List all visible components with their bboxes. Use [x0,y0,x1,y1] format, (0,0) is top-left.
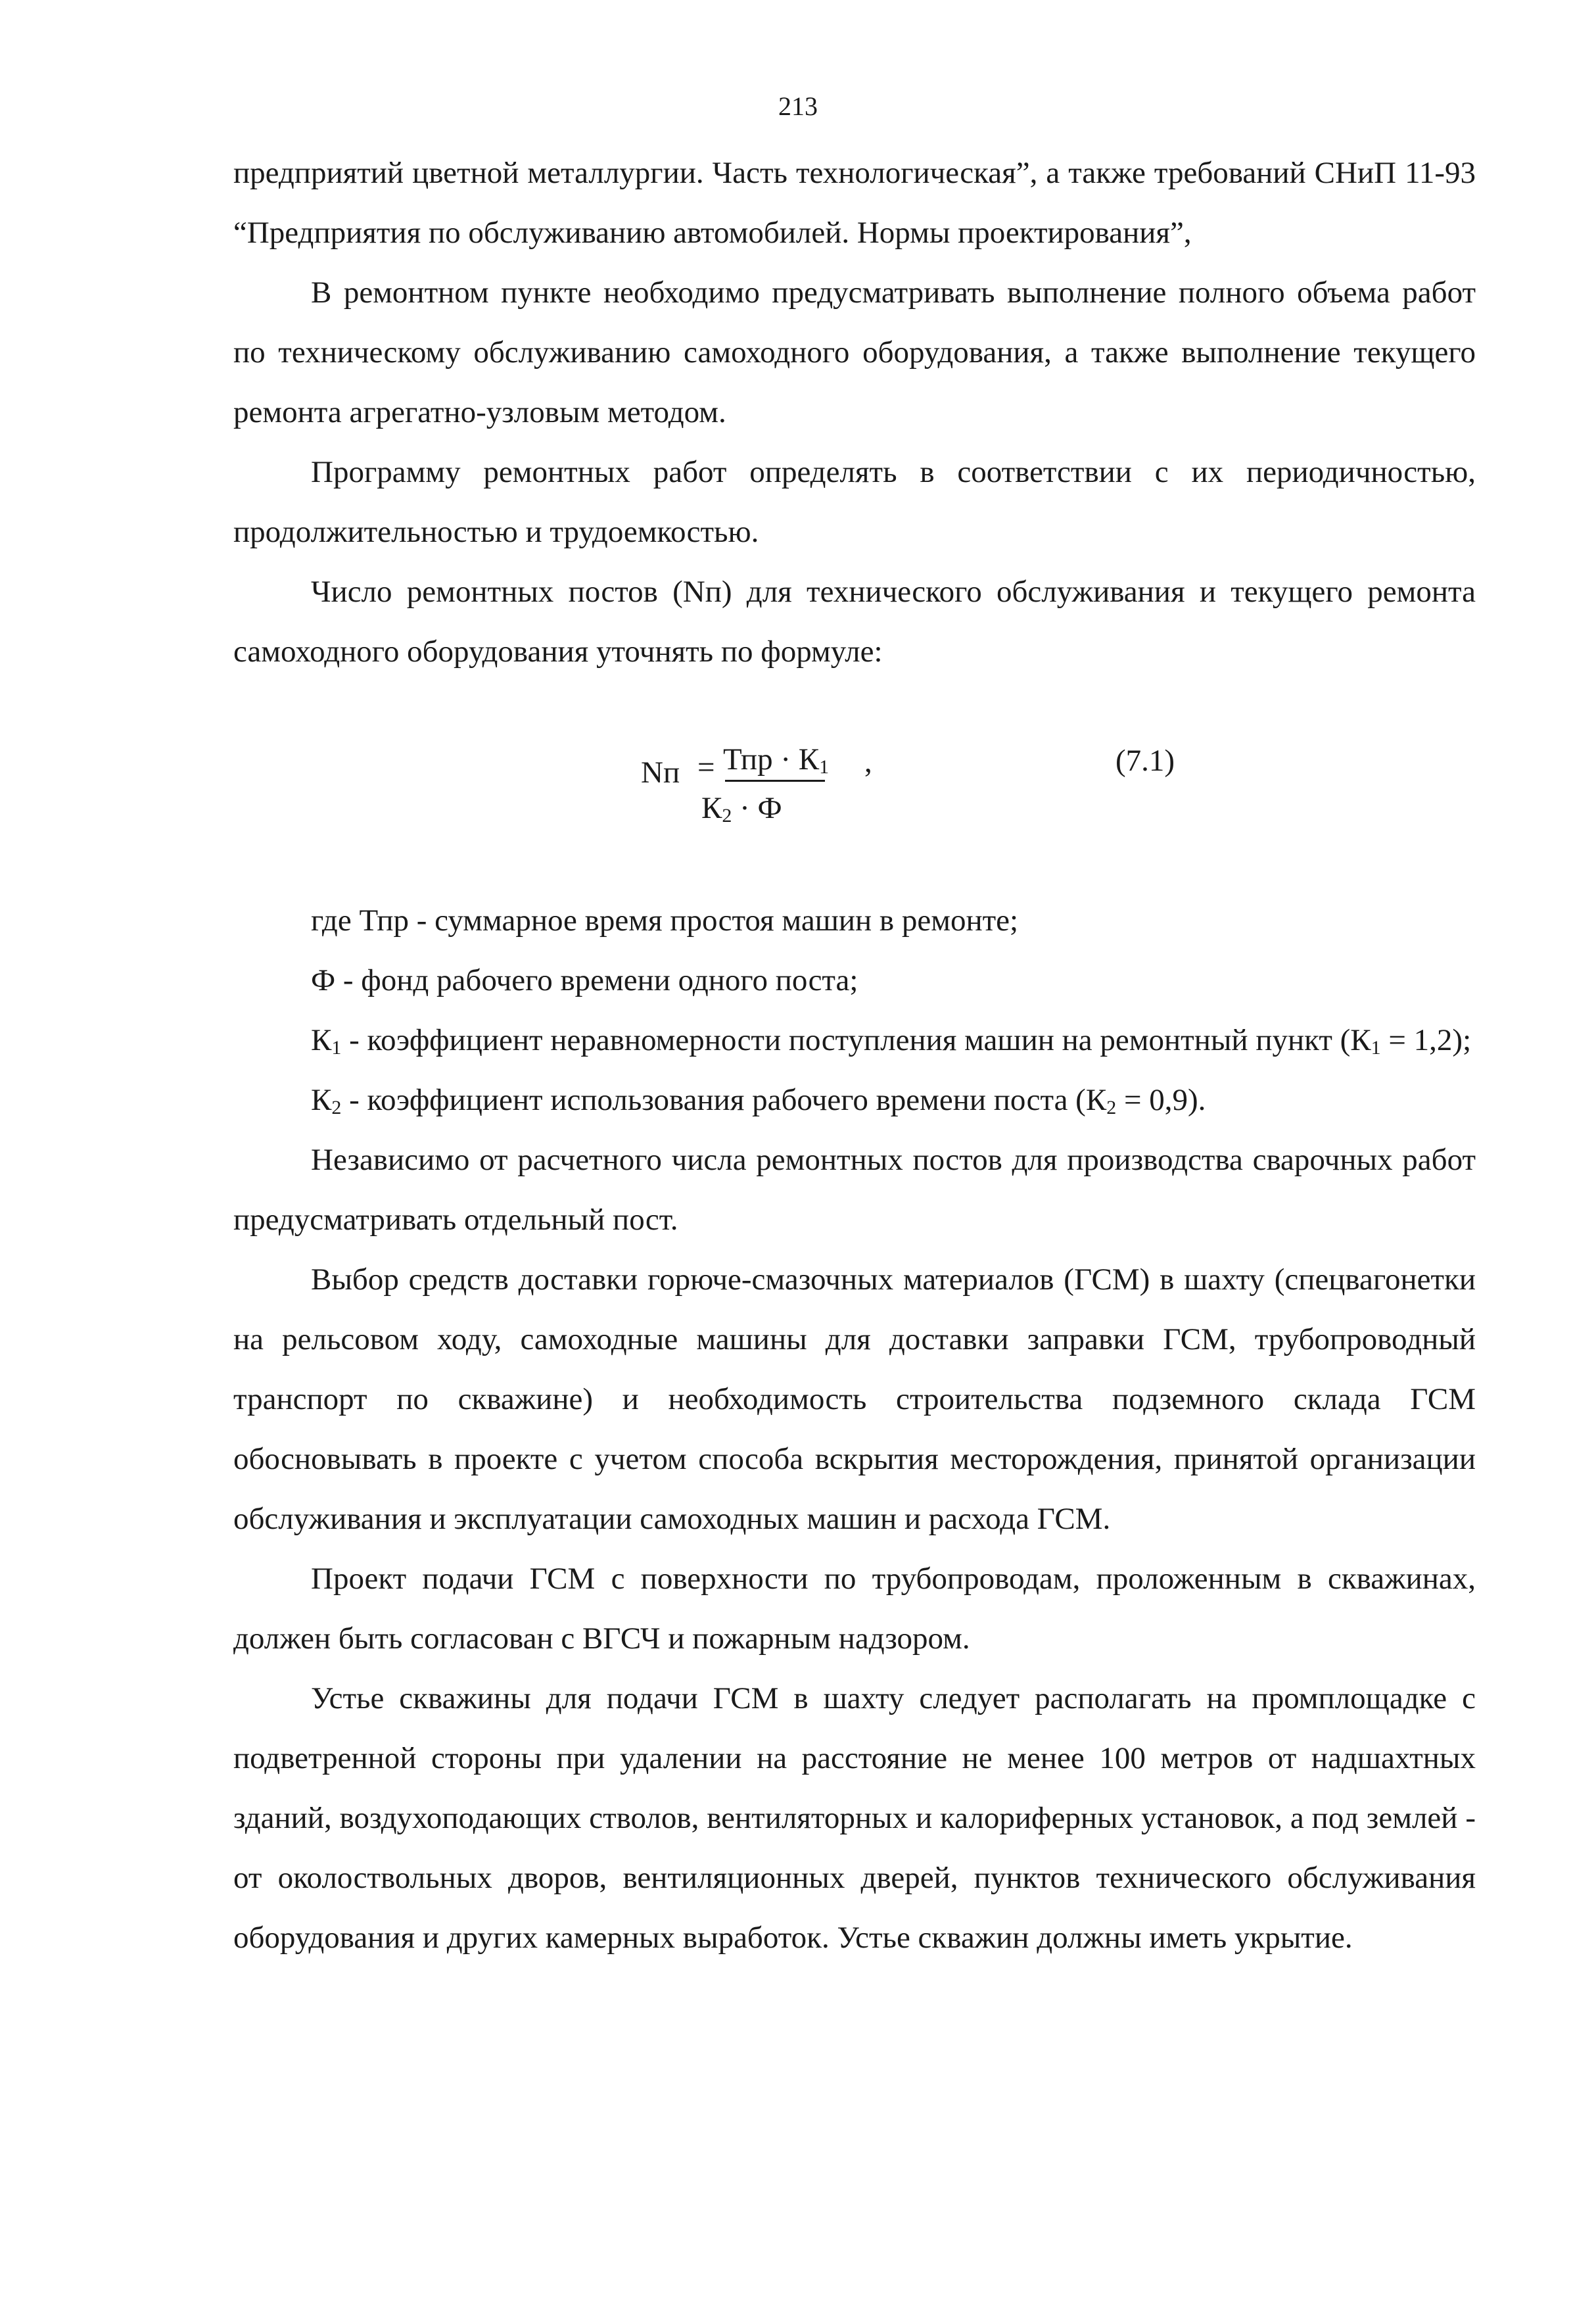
body-text-bottom [233,891,1476,1968]
k1-text: - коэффициент неравномерности поступления машин на ремонтный пункт (К [341,1023,1371,1057]
paragraph-fuel-delivery: Выбор средств доставки горюче-смазочных материалов (ГСМ) в шахту (спецвагонетки на рельсовом ходу, самоходные машины для доставки заправки ГСМ, трубопроводный транспорт по скважине) и необходимость строительства подземного склада ГСМ обосновывать в проекте с учетом способа вскрытия месторождения, принятой организации обслуживания и эксплуатации самоходных машин и расхода ГСМ. [233,1262,1476,1536]
k2-subscript: 2 [331,1097,342,1118]
k2-subscript-2: 2 [1106,1097,1117,1118]
formula-7-1 [641,735,1495,840]
definition-k1 [233,1011,1476,1070]
formula-denominator-k: К [701,791,722,825]
formula-denominator-sub: 2 [722,805,732,827]
paragraph-continuation: предприятий цветной металлургии. Часть технологическая”, а также требований СНиП 11-93 “Предприятия по обслуживанию автомобилей. Нормы проектирования”, [233,156,1476,250]
formula-equals: = [697,750,715,784]
definition-tpr: где Тпр - суммарное время простоя машин в ремонте; [311,903,1019,938]
formula-numerator-sub: 1 [819,756,830,778]
definition-f: Ф - фонд рабочего времени одного поста; [311,963,858,997]
k1-symbol: К [311,1023,332,1057]
paragraph-repair-posts: Число ремонтных постов (Nп) для технического обслуживания и текущего ремонта самоходного оборудования уточнять по формуле: [233,575,1476,669]
formula-denominator [701,790,782,826]
paragraph-welding-post: Независимо от расчетного числа ремонтных постов для производства сварочных работ предусматривать отдельный пост. [233,1143,1476,1237]
formula-number: (7.1) [1115,744,1175,778]
paragraph-well-mouth: Устье скважины для подачи ГСМ в шахту следует располагать на промплощадке с подветренной стороны при удалении на расстояние не менее 100 метров от надшахтных зданий, воздухоподающих стволов, вентиляторных и калориферных установок, а под землей - от околоствольных дворов, вентиляционных дверей, пунктов технического обслуживания оборудования и других камерных выработок. Устье скважин должны иметь укрытие. [233,1681,1476,1955]
formula-denominator-rest: · Ф [732,791,782,825]
fraction-bar [725,780,825,782]
paragraph-repair-program: Программу ремонтных работ определять в соответствии с их периодичностью, продолжительностью и трудоемкостью. [233,455,1476,549]
formula-lhs: Nп [641,755,680,790]
formula-numerator [723,742,829,777]
paragraph-fuel-project: Проект подачи ГСМ с поверхности по трубопроводам, проложенным в скважинах, должен быть согласован с ВГСЧ и пожарным надзором. [233,1562,1476,1656]
k1-value: = 1,2); [1380,1023,1472,1057]
k1-subscript: 1 [331,1037,342,1059]
body-text-top [233,143,1476,682]
k2-symbol: К [311,1083,332,1117]
k1-subscript-2: 1 [1371,1037,1381,1059]
definition-k2 [233,1070,1476,1130]
formula-numerator-main: Тпр · К [723,742,820,777]
paragraph-repair-point: В ремонтном пункте необходимо предусматривать выполнение полного объема работ по техническому обслуживанию самоходного оборудования, а также выполнение текущего ремонта агрегатно-узловым методом. [233,276,1476,429]
k2-value: = 0,9). [1116,1083,1206,1117]
page-number: 213 [778,91,818,121]
formula-comma: , [864,745,872,779]
k2-text: - коэффициент использования рабочего времени поста (К [341,1083,1107,1117]
